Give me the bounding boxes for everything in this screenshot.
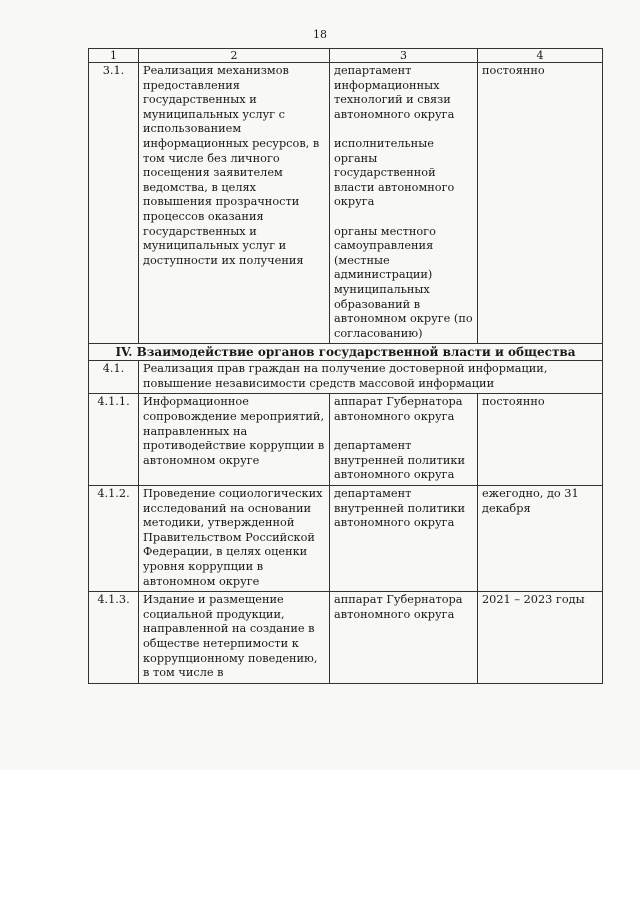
row-number: 4.1. [89,361,139,394]
row-number: 4.1.2. [89,486,139,592]
executor-text: органы местного самоуправления (местные администрации) муниципальных образований в автономном округе (по согласованию) [334,224,473,340]
measure-cell: Проведение социологических исследований на основании методики, утвержденной Правительством Российской Федерации, в целях оценки уровня коррупции в автономном округе [139,486,330,592]
section-heading-row [89,344,603,361]
measure-cell: Информационное сопровождение мероприятий, направленных на противодействие коррупции в автономном округе [139,394,330,486]
row-number: 3.1. [89,63,139,344]
executor-text: аппарат Губернатора автономного округа [334,395,463,424]
header-cell-4: 4 [478,49,603,63]
term-cell: постоянно [478,394,603,486]
page-number: 18 [313,28,327,41]
table-row [89,486,603,592]
section-title: IV. Взаимодействие органов государственной власти и общества [89,344,603,361]
header-cell-2: 2 [139,49,330,63]
table-row [89,592,603,684]
table-header-row [89,49,603,63]
executors-cell: департамент внутренней политики автономного округа [330,486,478,592]
executor-text: департамент информационных технологий и связи автономного округа [334,64,455,121]
row-number: 4.1.3. [89,592,139,684]
header-cell-3: 3 [330,49,478,63]
executor-text: исполнительные органы государственной власти автономного округа [334,136,455,209]
measure-cell [139,592,330,684]
table-row [89,394,603,486]
subsection-title: Реализация прав граждан на получение достоверной информации, повышение независимости средств массовой информации [139,361,603,394]
executors-cell [330,394,478,486]
measure-text: Издание и размещение социальной продукции, направленной на создание в обществе нетерпимости к коррупционному поведению, в том числе в [143,593,318,680]
executors-cell: аппарат Губернатора автономного округа [330,592,478,684]
term-cell: постоянно [478,63,603,344]
term-cell: 2021 – 2023 годы [478,592,603,684]
executors-cell [330,63,478,344]
subsection-row [89,361,603,394]
plan-table [88,48,603,684]
row-number: 4.1.1. [89,394,139,486]
header-cell-1: 1 [89,49,139,63]
executor-text: департамент внутренней политики автономного округа [334,439,465,482]
measure-cell: Реализация механизмов предоставления государственных и муниципальных услуг с использованием информационных ресурсов, в том числе без личного посещения заявителем ведомства, в целях повышения прозрачности процессов оказания государственных и муниципальных услуг и доступности их получения [139,63,330,344]
table-row [89,63,603,344]
term-cell: ежегодно, до 31 декабря [478,486,603,592]
